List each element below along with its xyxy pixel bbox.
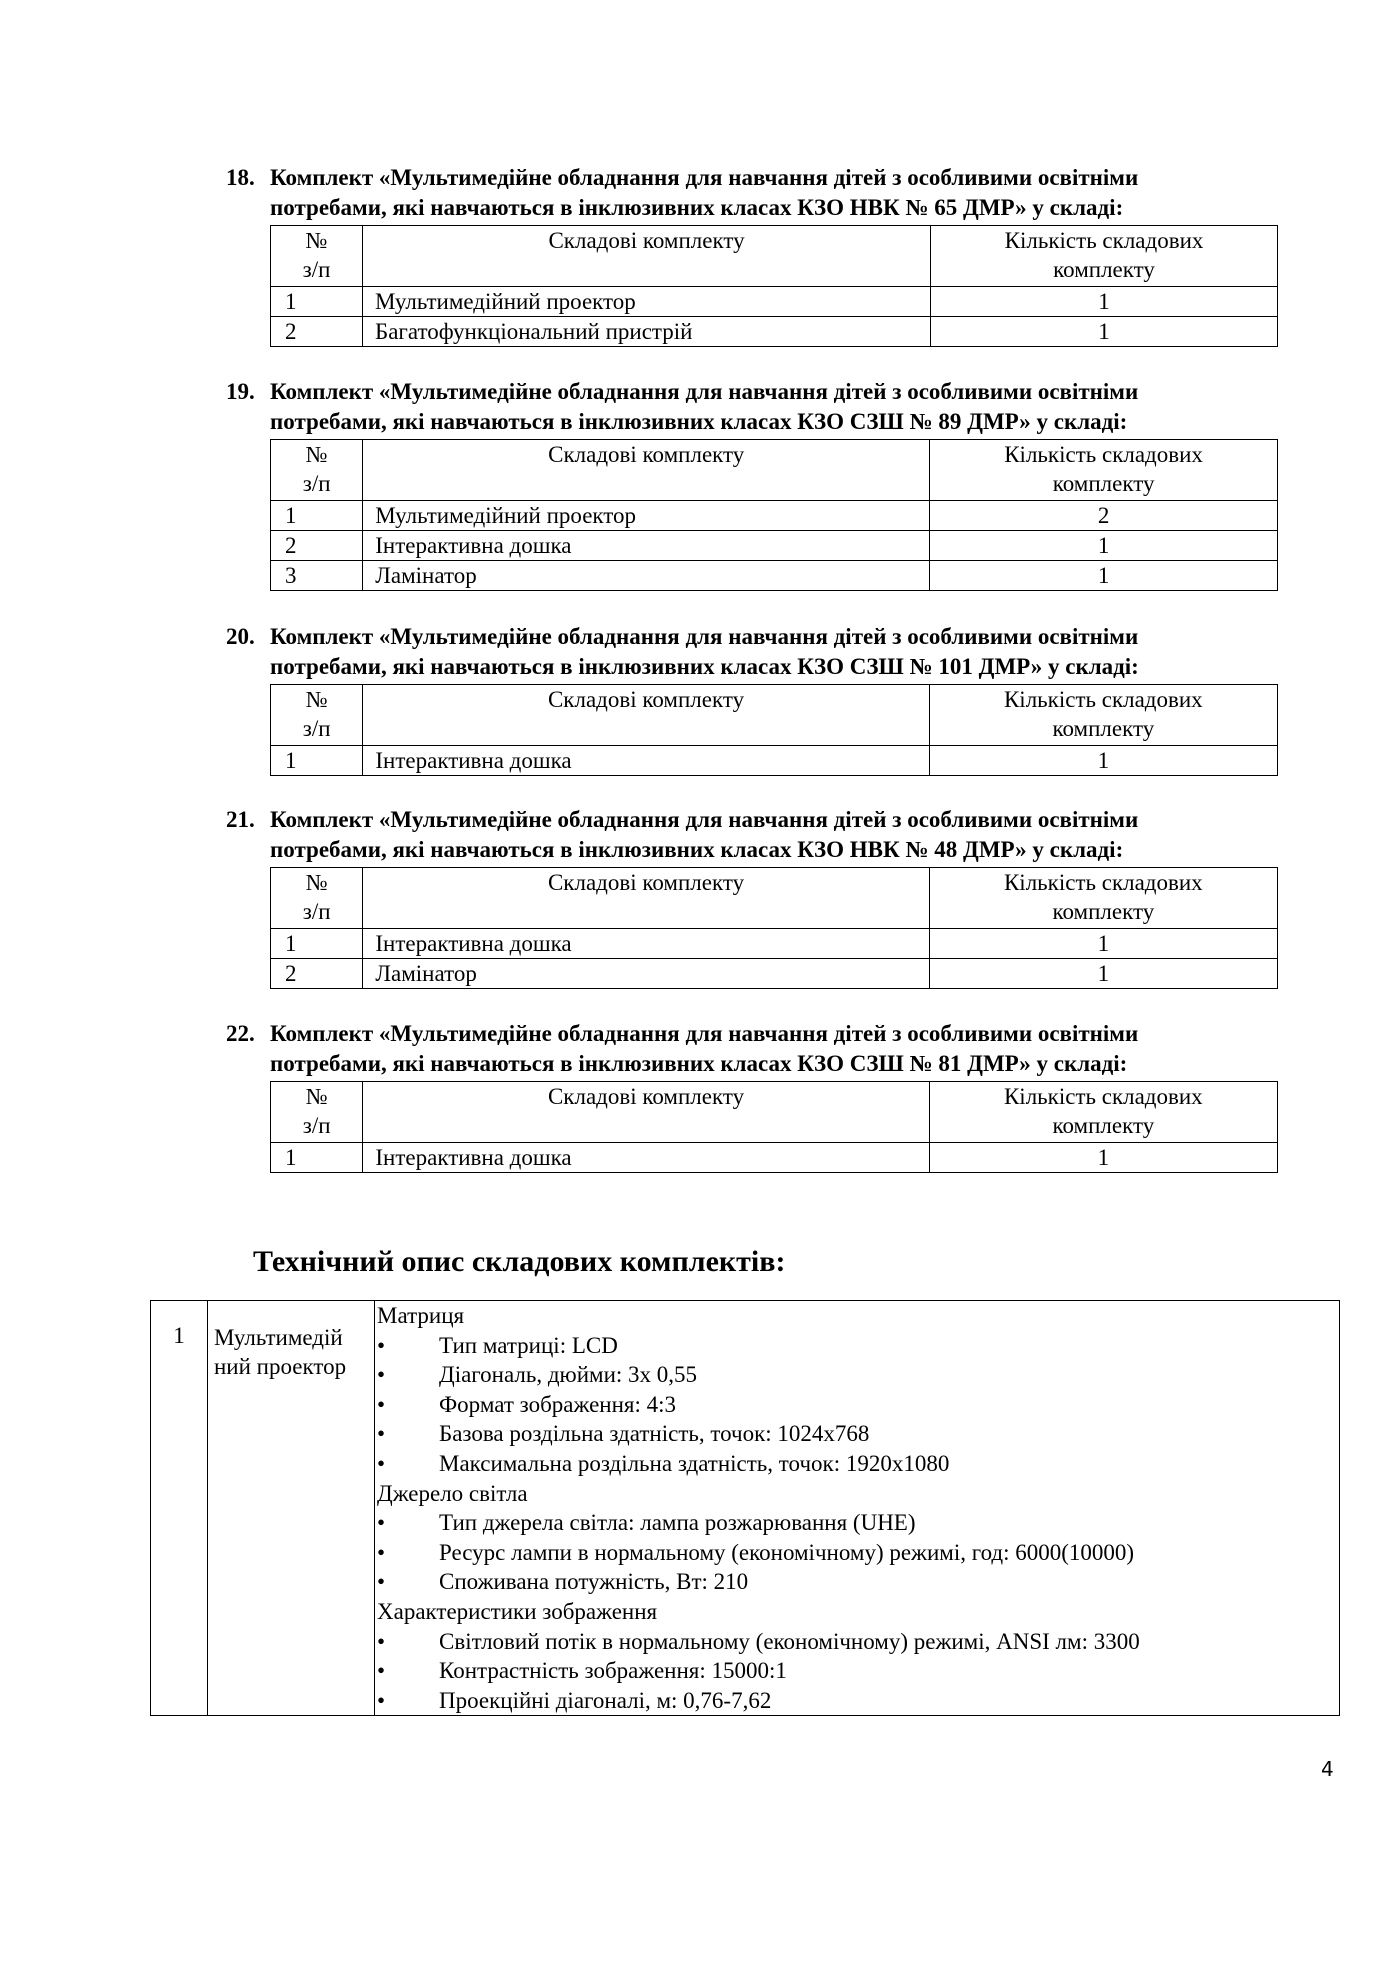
- header-quantity: [931, 226, 1278, 287]
- table-row: [271, 287, 1278, 317]
- kit-table-header: [271, 226, 1278, 287]
- kit-number: 18.: [226, 165, 255, 190]
- bullet-icon: •: [377, 1450, 386, 1476]
- row-number: 2: [271, 959, 363, 989]
- spec-text: Тип матриці: LCD: [439, 1332, 618, 1358]
- row-quantity: 1: [931, 317, 1278, 347]
- row-quantity: 1: [929, 746, 1277, 776]
- header-components: Складові комплекту: [363, 1082, 929, 1143]
- spec-item: [377, 1390, 1339, 1420]
- bullet-icon: •: [377, 1539, 386, 1565]
- header-quantity-line2: комплекту: [1052, 1113, 1155, 1138]
- row-quantity: 2: [930, 501, 1278, 531]
- spec-item: [377, 1686, 1339, 1716]
- row-quantity: 1: [929, 1143, 1277, 1173]
- kit-table-header: [271, 440, 1278, 501]
- tech-description-title: Технічний опис складових комплектів:: [253, 1245, 786, 1278]
- header-quantity: [930, 440, 1278, 501]
- header-number-line2: з/п: [302, 257, 331, 282]
- kit-title: Комплект «Мультимедійне обладнання для навчання дітей з особливими освітніми потребами, які навчаються в інклюзивних класах КЗО СЗШ № 101 ДМР» у складі:: [270, 624, 1139, 679]
- table-row: [271, 959, 1278, 989]
- header-number-line1: №: [305, 1084, 328, 1109]
- table-row: [271, 1143, 1278, 1173]
- header-quantity-line2: комплекту: [1052, 899, 1155, 924]
- header-quantity: [929, 868, 1277, 929]
- spec-group-label: Матриця: [377, 1303, 465, 1328]
- bullet-icon: •: [377, 1628, 386, 1654]
- spec-group-label: Джерело світла: [377, 1480, 528, 1506]
- spec-item: [377, 1449, 1339, 1479]
- header-number-line1: №: [305, 687, 328, 712]
- spec-item: [377, 1508, 1339, 1538]
- header-number: [271, 868, 363, 929]
- header-quantity-line2: комплекту: [1052, 716, 1155, 741]
- tech-description-table: [150, 1300, 1340, 1716]
- tech-row: [151, 1301, 1340, 1716]
- row-quantity: 1: [930, 561, 1278, 591]
- spec-item: [377, 1360, 1339, 1390]
- header-quantity-line2: комплекту: [1052, 471, 1155, 496]
- header-number: [271, 226, 363, 287]
- table-row: [271, 746, 1278, 776]
- spec-item: [377, 1567, 1339, 1597]
- header-quantity-line1: Кількість складових: [1004, 442, 1203, 467]
- spec-text: Споживана потужність, Вт: 210: [439, 1569, 749, 1595]
- spec-text: Максимальна роздільна здатність, точок: 1920x1080: [439, 1450, 950, 1476]
- row-number: 3: [271, 561, 363, 591]
- row-component: Ламінатор: [363, 561, 930, 591]
- header-number-line1: №: [305, 442, 328, 467]
- bullet-icon: •: [377, 1510, 386, 1536]
- row-component: Інтерактивна дошка: [363, 531, 930, 561]
- kit-table: [270, 225, 1278, 347]
- tech-specs: [375, 1301, 1340, 1716]
- spec-text: Діагональ, дюйми: 3х 0,55: [439, 1362, 698, 1388]
- row-component: Мультимедійний проектор: [363, 287, 931, 317]
- bullet-icon: •: [377, 1421, 386, 1447]
- spec-text: Формат зображення: 4:3: [439, 1391, 677, 1417]
- header-number: [271, 440, 363, 501]
- row-number: 2: [271, 531, 363, 561]
- table-row: [271, 531, 1278, 561]
- row-component: Ламінатор: [363, 959, 929, 989]
- header-number-line2: з/п: [302, 471, 331, 496]
- kit-number: 22.: [226, 1021, 255, 1046]
- kit-table-header: [271, 685, 1278, 746]
- row-component: Мультимедійний проектор: [363, 501, 930, 531]
- kit-table-header: [271, 868, 1278, 929]
- bullet-icon: •: [377, 1332, 386, 1358]
- row-number: 2: [271, 317, 363, 347]
- header-quantity: [929, 685, 1277, 746]
- row-number: 1: [271, 746, 363, 776]
- tech-item-name-line2: ний проектор: [214, 1354, 347, 1379]
- header-number-line2: з/п: [302, 716, 331, 741]
- header-quantity: [929, 1082, 1277, 1143]
- kit-table: [270, 439, 1278, 591]
- header-components: Складові комплекту: [363, 868, 929, 929]
- table-row: [271, 501, 1278, 531]
- kit-table: [270, 684, 1278, 776]
- kit-number: 21.: [226, 807, 255, 832]
- row-number: 1: [271, 929, 363, 959]
- tech-item-name-line1: Мультимедій: [214, 1325, 343, 1350]
- spec-item: [377, 1538, 1339, 1568]
- tech-item-name: [208, 1301, 375, 1716]
- header-components: Складові комплекту: [363, 685, 929, 746]
- header-quantity-line1: Кількість складових: [1003, 687, 1203, 712]
- header-number-line1: №: [305, 870, 328, 895]
- bullet-icon: •: [377, 1362, 386, 1388]
- row-component: Багатофункціональний пристрій: [363, 317, 931, 347]
- spec-text: Світловий потік в нормальному (економічному) режимі, ANSI лм: 3300: [439, 1628, 1140, 1654]
- tech-row-number: 1: [151, 1301, 208, 1716]
- spec-text: Проекційні діагоналі, м: 0,76-7,62: [439, 1687, 772, 1713]
- kit-number: 19.: [226, 379, 255, 404]
- row-quantity: 1: [930, 531, 1278, 561]
- header-quantity-line1: Кількість складових: [1003, 1084, 1203, 1109]
- row-component: Інтерактивна дошка: [363, 1143, 929, 1173]
- row-number: 1: [271, 287, 363, 317]
- header-number: [271, 1082, 363, 1143]
- page-number: 4: [1321, 1757, 1334, 1781]
- header-number-line2: з/п: [302, 1113, 331, 1138]
- header-number-line1: №: [305, 228, 328, 253]
- row-component: Інтерактивна дошка: [363, 746, 929, 776]
- row-quantity: 1: [931, 287, 1278, 317]
- spec-text: Базова роздільна здатність, точок: 1024x768: [439, 1421, 870, 1447]
- kit-table: [270, 1081, 1278, 1173]
- row-component: Інтерактивна дошка: [363, 929, 929, 959]
- kit-title: Комплект «Мультимедійне обладнання для навчання дітей з особливими освітніми потребами, які навчаються в інклюзивних класах КЗО НВК № 65 ДМР» у складі:: [270, 165, 1139, 220]
- spec-text: Ресурс лампи в нормальному (економічному) режимі, год: 6000(10000): [439, 1539, 1135, 1565]
- header-components: Складові комплекту: [363, 226, 931, 287]
- kit-table: [270, 867, 1278, 989]
- kit-title: Комплект «Мультимедійне обладнання для навчання дітей з особливими освітніми потребами, які навчаються в інклюзивних класах КЗО СЗШ № 81 ДМР» у складі:: [270, 1021, 1139, 1076]
- table-row: [271, 929, 1278, 959]
- spec-text: Контрастність зображення: 15000:1: [439, 1658, 787, 1684]
- bullet-icon: •: [377, 1391, 386, 1417]
- row-number: 1: [271, 1143, 363, 1173]
- spec-group-label: Характеристики зображення: [377, 1598, 658, 1624]
- spec-item: [377, 1331, 1339, 1361]
- spec-item: [377, 1627, 1339, 1657]
- bullet-icon: •: [377, 1687, 386, 1713]
- kit-number: 20.: [226, 624, 255, 649]
- header-number-line2: з/п: [302, 899, 331, 924]
- kit-table-header: [271, 1082, 1278, 1143]
- bullet-icon: •: [377, 1658, 386, 1684]
- kit-title: Комплект «Мультимедійне обладнання для навчання дітей з особливими освітніми потребами, які навчаються в інклюзивних класах КЗО НВК № 48 ДМР» у складі:: [270, 807, 1139, 862]
- bullet-icon: •: [377, 1569, 386, 1595]
- row-quantity: 1: [929, 929, 1277, 959]
- row-quantity: 1: [929, 959, 1277, 989]
- spec-item: [377, 1419, 1339, 1449]
- spec-text: Тип джерела світла: лампа розжарювання (UHE): [439, 1510, 916, 1536]
- header-quantity-line2: комплекту: [1053, 257, 1155, 282]
- header-quantity-line1: Кількість складових: [1003, 870, 1203, 895]
- kit-title: Комплект «Мультимедійне обладнання для навчання дітей з особливими освітніми потребами, які навчаються в інклюзивних класах КЗО СЗШ № 89 ДМР» у складі:: [270, 379, 1139, 434]
- table-row: [271, 561, 1278, 591]
- header-components: Складові комплекту: [363, 440, 930, 501]
- header-number: [271, 685, 363, 746]
- spec-item: [377, 1656, 1339, 1686]
- header-quantity-line1: Кількість складових: [1004, 228, 1204, 253]
- row-number: 1: [271, 501, 363, 531]
- table-row: [271, 317, 1278, 347]
